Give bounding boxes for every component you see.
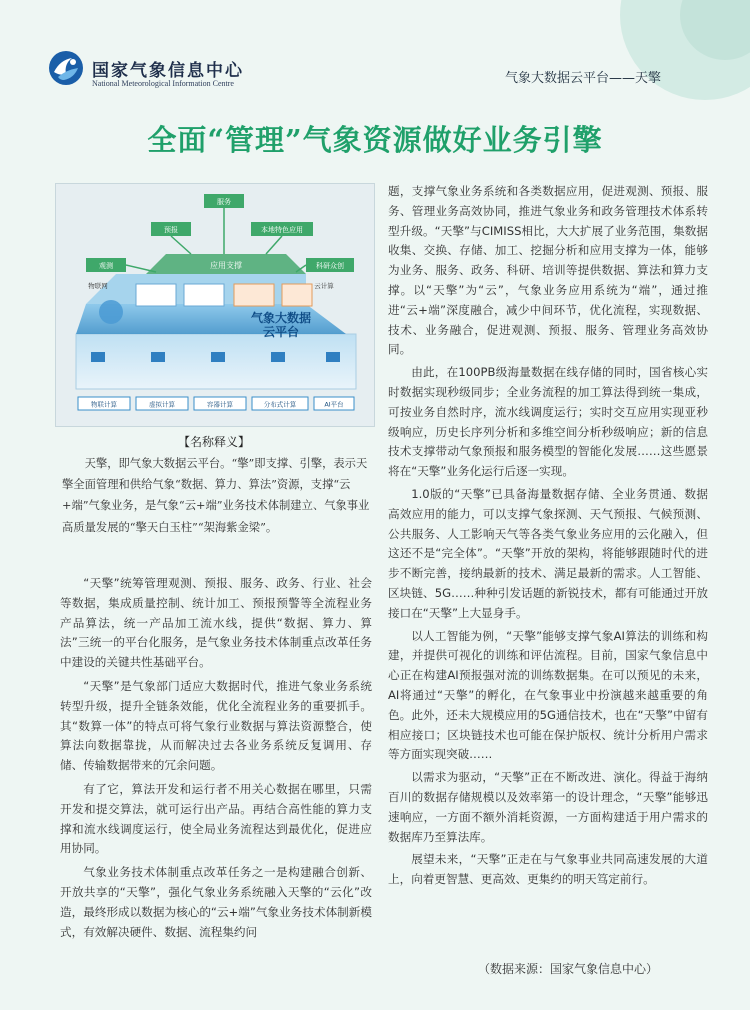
paragraph: 气象业务技术体制重点改革任务之一是构建融合创新、开放共享的“天擎”，强化气象业务系统融入天擎的“云化”改造，最终形成以数据为核心的“云+端”气象业务技术体制新模式，有效解决硬件、数据、流程集约问	[60, 865, 372, 939]
data-source: （数据来源：国家气象信息中心）	[478, 962, 659, 976]
figure-label-research: 科研众创	[316, 262, 344, 270]
figure-bottom-item: 虚拟计算	[149, 400, 175, 409]
org-name-english: National Meteorological Information Centre	[92, 79, 234, 88]
figure-label-forecast: 预报	[164, 226, 178, 234]
figure-platform-label: 气象大数据	[250, 311, 312, 325]
figure-label-iot: 物联网	[88, 282, 108, 290]
paragraph: 展望未来，“天擎”正走在与气象事业共同高速发展的大道上，向着更智慧、更高效、更集约的明天笃定前行。	[388, 852, 708, 887]
figure-bottom-item: 分布式计算	[263, 400, 297, 409]
nmic-logo-icon	[48, 50, 84, 86]
platform-tag: 气象大数据云平台——天擎	[505, 71, 662, 86]
page-title: 全面“管理”气象资源做好业务引擎	[147, 123, 603, 157]
glossary-title: 【名称释义】	[177, 435, 250, 449]
figure-bottom-item: 物联计算	[91, 400, 117, 409]
paragraph: 由此，在100PB级海量数据在线存储的同时，国省核心实时数据实现秒级同步；全业务流程的加工算法得到统一集成，可按业务自然时序，流水线调度运行；实时交互应用实现亚秒级响应，历史长序列分析和多维空间分析秒级响应；新的信息技术支撑带动气象预报和服务模型的智能化发展……这些愿景将在“天擎”业务化运行后逐一实现。	[388, 365, 708, 479]
figure-label-local-apps: 本地特色应用	[261, 226, 303, 234]
paragraph: “天擎”统筹管理观测、预报、服务、政务、行业、社会等数据，集成质量控制、统计加工、预报预警等全流程业务产品算法，统一产品加工流水线，提供“数据、算力、算法”三统一的平台化服务，是气象业务技术体制重点改革任务中建设的关键共性基础平台。	[60, 576, 372, 670]
figure-platform-label-2: 云平台	[262, 325, 300, 339]
org-name: 国家气象信息中心	[92, 61, 244, 81]
paragraph: 1.0版的“天擎”已具备海量数据存储、全业务贯通、数据高效应用的能力，可以支撑气象探测、天气预报、气候预测、公共服务、人工影响天气等各类气象业务应用的云化融入，但这还不是“完全体”。“天擎”开放的架构，将能够跟随时代的进步不断完善，接纳最新的技术、满足最新的需求。人工智能、区块链、5G……种种引发话题的新锐技术，都有可能通过开放接口在“天擎”上大显身手。	[388, 486, 708, 620]
paragraph: 题，支撑气象业务系统和各类数据应用，促进观测、预报、服务、管理业务高效协同，推进气象业务和政务管理技术体系转型升级。“天擎”与CIMISS相比，大大扩展了业务范围，集数据收集、交换、存储、加工、挖掘分析和应用支撑为一体，能够为业务、服务、政务、科研、培训等提供数据、算法和算力支撑。以“天擎”为“云”，气象业务应用系统为“端”，通过推进“云+端”深度融合，减少中间环节，优化流程，实现数据、技术、业务融合，促进观测、预报、服务、管理业务高效协同。	[388, 184, 708, 357]
figure-bottom-item: 容器计算	[207, 400, 233, 409]
figure-label-cloud: 云计算	[314, 282, 334, 290]
body-left-column	[60, 574, 372, 942]
body-right-column	[388, 182, 708, 890]
paragraph: 以人工智能为例，“天擎”能够支撑气象AI算法的训练和构建，并提供可视化的训练和评估流程。目前，国家气象信息中心正在构建AI预报强对流的训练数据集。在可以预见的未来，AI将通过“天擎”的孵化，在气象事业中扮演越来越重要的角色。此外，还未大规模应用的5G通信技术，也在“天擎”中留有相应接口；区块链技术也可能在保护版权、统计分析用户需求等方面实现突破……	[388, 628, 708, 762]
glossary-text: 天擎，即气象大数据云平台。“擎”即支撑、引擎，表示天擎全面管理和供给气象“数据、算力、算法”资源，支撑“云+端”气象业务，是气象“云+端”业务技术体制建立、气象事业高质量发展的“擎天白玉柱”“架海紫金梁”。	[62, 457, 370, 534]
figure-center-label: 应用支撑	[210, 261, 242, 270]
page-header	[0, 0, 750, 110]
paragraph: “天擎”是气象部门适应大数据时代，推进气象业务系统转型升级，提升全链条效能，优化全流程业务的重要抓手。其“数算一体”的特点可将气象行业数据与算法资源整合，使算法向数据靠拢，从而解决过去各业务系统反复调用、存储、传输数据带来的冗余问题。	[60, 678, 372, 773]
figure-label-service: 服务	[217, 198, 231, 206]
figure-bottom-item: AI平台	[324, 400, 344, 409]
architecture-figure	[55, 183, 375, 427]
paragraph: 以需求为驱动，“天擎”正在不断改进、演化。得益于海纳百川的数据存储规模以及效率第一的设计理念，“天擎”能够迅速响应，一方面不额外消耗资源，一方面构建适于用户需求的数据库乃至算法库。	[388, 770, 708, 844]
paragraph: 有了它，算法开发和运行者不用关心数据在哪里，只需开发和提交算法，就可运行出产品。再结合高性能的算力支撑和流水线调度运行，使全局业务流程达到最优化，促进应用协同。	[60, 781, 372, 856]
figure-label-observation: 观测	[99, 262, 113, 270]
